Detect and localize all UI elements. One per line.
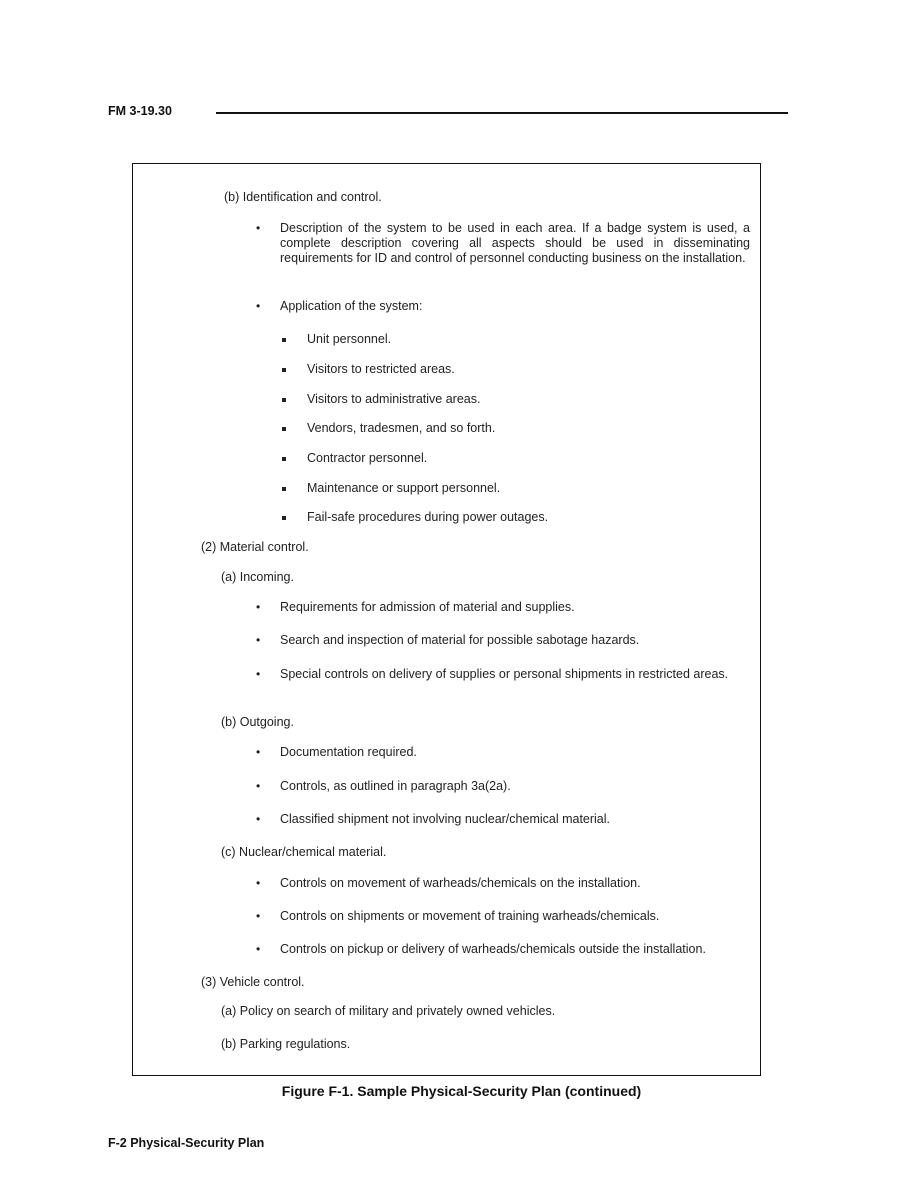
bullet-icon: • (256, 221, 261, 235)
outgoing-bullet: Controls, as outlined in paragraph 3a(2a). (280, 779, 511, 793)
bullet-icon: • (256, 745, 261, 759)
sub-item: Contractor personnel. (307, 451, 428, 465)
outgoing-bullet: Documentation required. (280, 745, 417, 759)
square-bullet-icon (282, 368, 286, 372)
square-bullet-icon (282, 487, 286, 491)
sub-item: Visitors to restricted areas. (307, 362, 455, 376)
bullet-icon: • (256, 633, 261, 647)
square-bullet-icon (282, 398, 286, 402)
vehicle-item-a: (a) Policy on search of military and privately owned vehicles. (221, 1004, 556, 1018)
square-bullet-icon (282, 457, 286, 461)
item-a-incoming: (a) Incoming. (221, 570, 294, 584)
sub-item: Unit personnel. (307, 332, 392, 346)
incoming-bullet: Search and inspection of material for possible sabotage hazards. (280, 633, 640, 647)
header-doc-id: FM 3-19.30 (108, 104, 172, 118)
sub-item: Maintenance or support personnel. (307, 481, 501, 495)
footer-page-label: F-2 Physical-Security Plan (108, 1136, 265, 1150)
bullet-icon: • (256, 299, 261, 313)
sub-item: Fail-safe procedures during power outages. (307, 510, 549, 524)
incoming-bullet: Special controls on delivery of supplies or personal shipments in restricted areas. (280, 667, 729, 681)
bullet-icon: • (256, 779, 261, 793)
item-c-nuclear: (c) Nuclear/chemical material. (221, 845, 387, 859)
vehicle-item-b: (b) Parking regulations. (221, 1037, 351, 1051)
bullet-icon: • (256, 667, 261, 681)
nuclear-bullet: Controls on pickup or delivery of warheads/chemicals outside the installation. (280, 942, 706, 956)
sub-item: Visitors to administrative areas. (307, 392, 481, 406)
bullet-application: Application of the system: (280, 299, 423, 313)
bullet-description: Description of the system to be used in each area. If a badge system is used, a complete description covering all aspects should be used in disseminating requirements for ID and control of personnel conducting business on the installation. (280, 221, 750, 265)
header-rule (216, 112, 788, 114)
figure-box (132, 163, 761, 1076)
bullet-icon: • (256, 876, 261, 890)
item-b-outgoing: (b) Outgoing. (221, 715, 294, 729)
bullet-icon: • (256, 600, 261, 614)
square-bullet-icon (282, 338, 286, 342)
item-2-material-control: (2) Material control. (201, 540, 309, 554)
bullet-icon: • (256, 942, 261, 956)
square-bullet-icon (282, 516, 286, 520)
nuclear-bullet: Controls on shipments or movement of training warheads/chemicals. (280, 909, 660, 923)
incoming-bullet: Requirements for admission of material and supplies. (280, 600, 575, 614)
item-3-vehicle-control: (3) Vehicle control. (201, 975, 305, 989)
outgoing-bullet: Classified shipment not involving nuclear/chemical material. (280, 812, 611, 826)
figure-caption: Figure F-1. Sample Physical-Security Plan (continued) (281, 1083, 642, 1099)
bullet-icon: • (256, 812, 261, 826)
item-b-identification: (b) Identification and control. (224, 190, 382, 204)
nuclear-bullet: Controls on movement of warheads/chemicals on the installation. (280, 876, 641, 890)
sub-item: Vendors, tradesmen, and so forth. (307, 421, 496, 435)
bullet-icon: • (256, 909, 261, 923)
square-bullet-icon (282, 427, 286, 431)
